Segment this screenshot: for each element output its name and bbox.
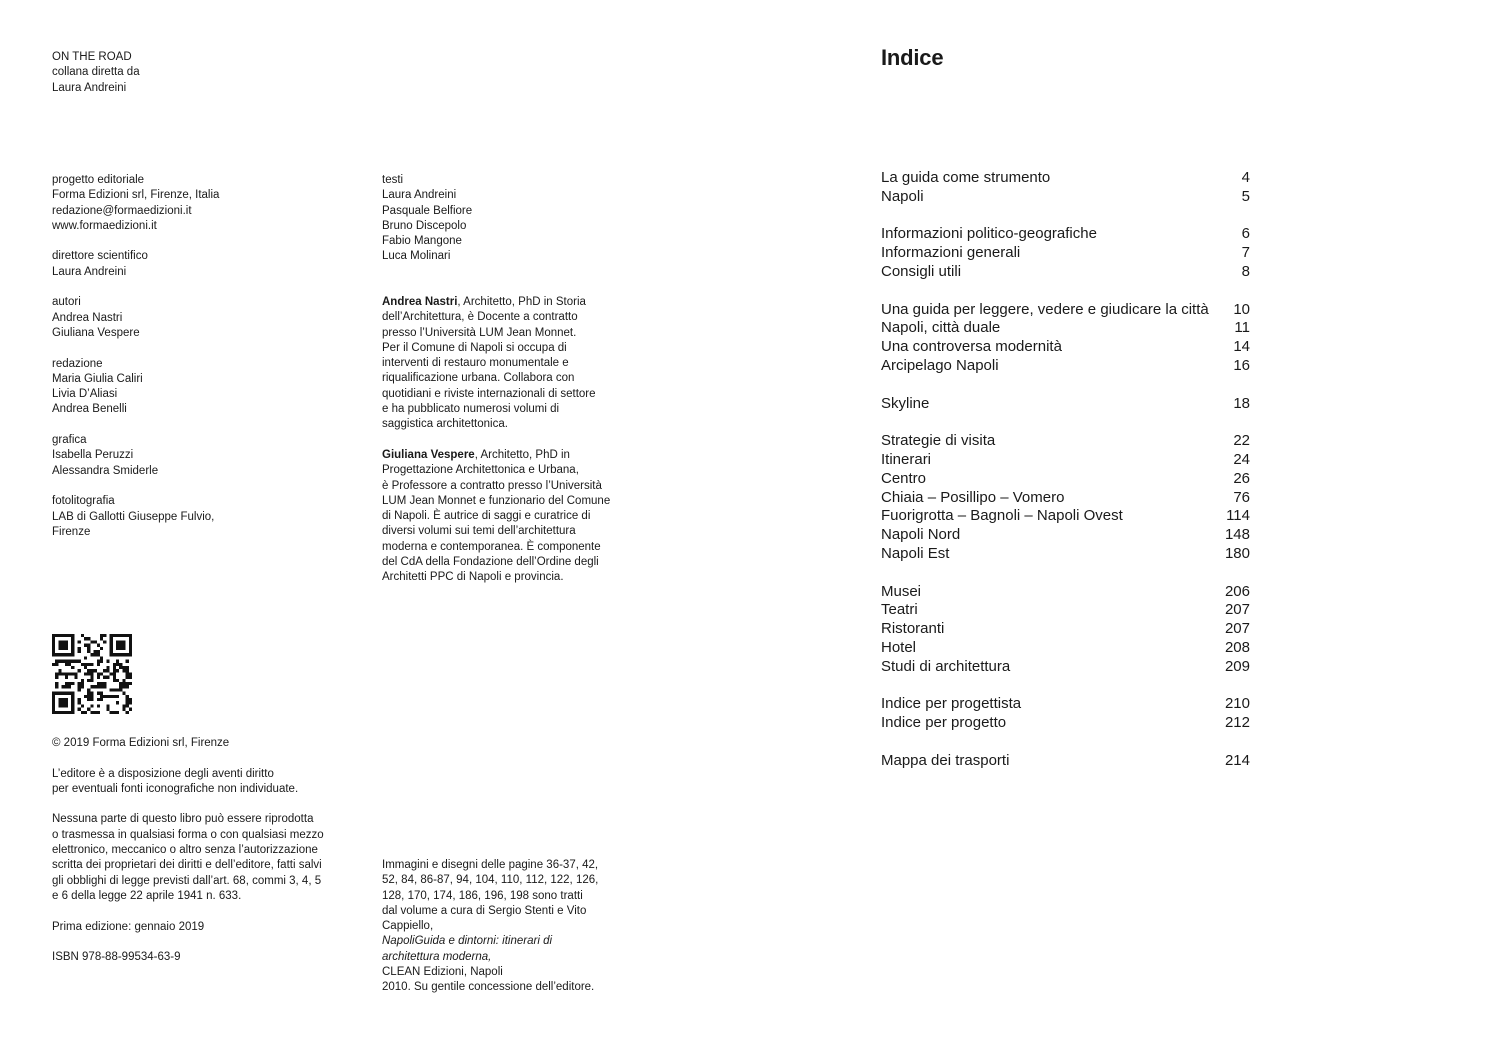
- series-director: Laura Andreini: [52, 81, 127, 94]
- images-credit-note: Immagini e disegni delle pagine 36-37, 42, 52, 84, 86-87, 94, 104, 110, 112, 122, 126, 128, 170, 174, 186, 196, 198 sono tratti dal volume a cura di Sergio Stenti e Vito Cappiello, NapoliGuida e dintorni: itinerari di architettura moderna, CLEAN Edizioni, Napoli 2010. Su gentile concessione dell’editore.: [382, 859, 599, 994]
- toc-entry-page: 214: [1224, 751, 1250, 769]
- credit-group: [52, 357, 219, 418]
- testi-column: [382, 173, 472, 265]
- author-bio: [382, 448, 622, 586]
- bio-line: del CdA della Fondazione dell’Ordine degli: [382, 556, 599, 569]
- toc-entry-label: Studi di architettura: [881, 657, 1011, 675]
- toc-entry-page: 209: [1224, 657, 1250, 675]
- toc-entry[interactable]: [881, 714, 1250, 733]
- toc-entry-label: Musei: [881, 582, 922, 600]
- toc-entry[interactable]: [881, 583, 1250, 602]
- credit-name: Forma Edizioni srl, Firenze, Italia: [52, 189, 220, 202]
- bio-line: moderna e contemporanea. È componente: [382, 540, 601, 553]
- credit-group: [52, 295, 219, 341]
- table-of-contents: [881, 169, 1250, 789]
- testi-name: Luca Molinari: [382, 250, 451, 263]
- edition-notice: Prima edizione: gennaio 2019: [52, 920, 205, 933]
- toc-entry-label: Una guida per leggere, vedere e giudicare la città: [881, 300, 1209, 318]
- toc-entry-label: Ristoranti: [881, 620, 945, 638]
- toc-entry-page: 10: [1233, 300, 1250, 318]
- toc-entry-page: 76: [1233, 488, 1250, 506]
- toc-entry[interactable]: [881, 695, 1250, 714]
- bio-line: Progettazione Architettonica e Urbana,: [382, 464, 579, 477]
- bio-line: interventi di restauro monumentale e: [382, 357, 569, 370]
- toc-entry-label: Indice per progettista: [881, 695, 1022, 713]
- credit-role: direttore scientifico: [52, 250, 148, 263]
- toc-group: [881, 225, 1250, 281]
- toc-group: [881, 169, 1250, 207]
- credit-name: Livia D’Aliasi: [52, 388, 118, 401]
- toc-entry[interactable]: [881, 601, 1250, 620]
- toc-entry-label: Mappa dei trasporti: [881, 751, 1010, 769]
- bio-line: , Architetto, PhD in Storia: [457, 296, 586, 308]
- toc-entry[interactable]: [881, 545, 1250, 564]
- toc-entry[interactable]: [881, 507, 1250, 526]
- toc-entry[interactable]: [881, 301, 1250, 320]
- credit-name: Andrea Nastri: [52, 311, 123, 324]
- toc-entry-page: 180: [1224, 544, 1250, 562]
- toc-entry-page: 212: [1224, 714, 1250, 732]
- toc-entry-page: 210: [1224, 695, 1250, 713]
- legal-notes: [52, 736, 324, 981]
- toc-entry[interactable]: [881, 225, 1250, 244]
- toc-entry-label: Teatri: [881, 601, 918, 619]
- toc-entry-page: 207: [1224, 620, 1250, 638]
- bio-line: è Professore a contratto presso l’Università: [382, 479, 602, 492]
- toc-entry[interactable]: [881, 263, 1250, 282]
- toc-entry[interactable]: [881, 639, 1250, 658]
- qr-code-graphic: [52, 634, 132, 714]
- toc-entry-label: Itinerari: [881, 450, 932, 468]
- credit-role: fotolitografia: [52, 495, 115, 508]
- toc-group: [881, 395, 1250, 414]
- toc-entry-page: 22: [1233, 432, 1250, 450]
- bio-line: Per il Comune di Napoli si occupa di: [382, 341, 567, 354]
- credit-name: Maria Giulia Caliri: [52, 372, 143, 385]
- toc-entry-page: 207: [1224, 601, 1250, 619]
- bio-line: e ha pubblicato numerosi volumi di: [382, 403, 560, 416]
- toc-entry-page: 5: [1241, 187, 1250, 205]
- toc-entry-label: Consigli utili: [881, 262, 962, 280]
- toc-entry-page: 18: [1233, 394, 1250, 412]
- credit-email: redazione@formaedizioni.it: [52, 204, 192, 217]
- source-book-title: NapoliGuida e dintorni: itinerari di: [382, 935, 553, 948]
- author-bio: [382, 295, 622, 433]
- toc-entry-page: 11: [1234, 319, 1250, 337]
- credit-website: www.formaedizioni.it: [52, 219, 157, 232]
- toc-entry-page: 4: [1241, 169, 1250, 186]
- testi-name: Pasquale Belfiore: [382, 204, 473, 217]
- toc-entry[interactable]: [881, 432, 1250, 451]
- toc-entry-page: 24: [1233, 450, 1250, 468]
- toc-entry[interactable]: [881, 169, 1250, 188]
- toc-entry[interactable]: [881, 658, 1250, 677]
- toc-entry-label: Strategie di visita: [881, 432, 996, 450]
- toc-entry[interactable]: [881, 526, 1250, 545]
- toc-entry[interactable]: [881, 470, 1250, 489]
- toc-entry-label: Una controversa modernità: [881, 338, 1062, 356]
- toc-entry[interactable]: [881, 357, 1250, 376]
- toc-group: [881, 432, 1250, 564]
- toc-group: [881, 695, 1250, 733]
- rights-notice: L’editore è a disposizione degli aventi diritto per eventuali fonti iconografiche non individuate.: [52, 767, 299, 795]
- credit-role: autori: [52, 296, 81, 309]
- testi-name: Fabio Mangone: [382, 235, 462, 248]
- toc-entry-label: Arcipelago Napoli: [881, 356, 999, 374]
- isbn: ISBN 978-88-99534-63-9: [52, 951, 181, 964]
- bio-line: quotidiani e riviste internazionali di settore: [382, 387, 596, 400]
- toc-entry-label: Centro: [881, 469, 927, 487]
- toc-entry-label: Napoli Est: [881, 544, 950, 562]
- toc-group: [881, 752, 1250, 771]
- toc-entry-page: 14: [1233, 338, 1250, 356]
- toc-entry-page: 208: [1224, 638, 1250, 656]
- credit-name: Andrea Benelli: [52, 403, 127, 416]
- credit-name: LAB di Gallotti Giuseppe Fulvio,: [52, 510, 215, 523]
- toc-entry-page: 7: [1241, 244, 1250, 262]
- toc-entry[interactable]: [881, 752, 1250, 771]
- credit-name: Firenze: [52, 525, 91, 538]
- toc-entry[interactable]: [881, 620, 1250, 639]
- toc-entry[interactable]: [881, 489, 1250, 508]
- credit-group: [52, 249, 219, 280]
- toc-entry-label: Chiaia – Posillipo – Vomero: [881, 488, 1065, 506]
- toc-entry[interactable]: [881, 451, 1250, 470]
- bio-line: Architetti PPC di Napoli e provincia.: [382, 571, 564, 584]
- bio-line: riqualificazione urbana. Collabora con: [382, 372, 575, 385]
- index-title: Indice: [881, 45, 944, 70]
- qr-code-icon[interactable]: [52, 634, 132, 714]
- credit-role: progetto editoriale: [52, 174, 145, 186]
- bio-line: saggistica architettonica.: [382, 418, 508, 431]
- series-info: [52, 50, 140, 96]
- toc-entry[interactable]: [881, 319, 1250, 338]
- credit-name: Isabella Peruzzi: [52, 449, 134, 462]
- toc-group: [881, 583, 1250, 677]
- copyright-notice: © 2019 Forma Edizioni srl, Firenze: [52, 737, 230, 749]
- toc-entry-page: 148: [1224, 526, 1250, 544]
- toc-entry-label: Skyline: [881, 394, 930, 412]
- toc-entry-page: 114: [1226, 507, 1250, 525]
- reproduction-notice: Nessuna parte di questo libro può essere riprodotta o trasmessa in qualsiasi forma o con qualsiasi mezzo elettronico, meccanico o altro senza l’autorizzazione scritta dei proprietari dei diritti e dell’editore, fatti salvi gli obblighi di legge previsti dall’art. 68, commi 3, 4, 5 e 6 della legge 22 aprile 1941 n. 633.: [52, 813, 324, 902]
- credit-name: Alessandra Smiderle: [52, 464, 159, 477]
- bio-line: presso l’Università LUM Jean Monnet.: [382, 326, 577, 339]
- testi-name: Laura Andreini: [382, 189, 457, 202]
- testi-name: Bruno Discepolo: [382, 219, 467, 232]
- toc-entry-page: 206: [1224, 582, 1250, 600]
- credit-group: [52, 494, 219, 540]
- author-name: Andrea Nastri: [382, 296, 458, 308]
- bio-line: dell’Architettura, è Docente a contratto: [382, 311, 578, 324]
- credit-role: grafica: [52, 434, 87, 447]
- toc-entry[interactable]: [881, 338, 1250, 357]
- credit-group: [52, 173, 219, 234]
- toc-group: [881, 301, 1250, 376]
- toc-entry-label: Informazioni generali: [881, 244, 1021, 262]
- bio-line: LUM Jean Monnet e funzionario del Comune: [382, 494, 611, 507]
- author-bios: [382, 295, 622, 601]
- toc-entry-page: 26: [1233, 469, 1250, 487]
- author-name: Giuliana Vespere: [382, 448, 475, 461]
- credit-name: Laura Andreini: [52, 265, 127, 278]
- credit-role: redazione: [52, 357, 103, 370]
- bio-line: , Architetto, PhD in: [474, 448, 570, 461]
- toc-entry-label: Informazioni politico-geografiche: [881, 225, 1097, 243]
- toc-entry-page: 8: [1241, 262, 1250, 280]
- bio-line: diversi volumi sui temi dell’architettura: [382, 525, 576, 538]
- toc-entry-label: Napoli, città duale: [881, 319, 1001, 337]
- toc-entry-label: Hotel: [881, 638, 917, 656]
- toc-entry[interactable]: [881, 244, 1250, 263]
- bio-line: di Napoli. È autrice di saggi e curatrice di: [382, 510, 591, 523]
- toc-entry-label: Napoli: [881, 187, 924, 205]
- toc-entry-page: 6: [1241, 225, 1250, 243]
- series-title: ON THE ROAD: [52, 51, 132, 63]
- toc-entry-label: Fuorigrotta – Bagnoli – Napoli Ovest: [881, 507, 1123, 525]
- toc-entry-label: La guida come strumento: [881, 169, 1051, 186]
- series-subtitle: collana diretta da: [52, 66, 140, 79]
- toc-entry-label: Napoli Nord: [881, 526, 961, 544]
- toc-entry[interactable]: [881, 395, 1250, 414]
- toc-entry-label: Indice per progetto: [881, 714, 1007, 732]
- source-book-title: architettura moderna,: [382, 950, 492, 963]
- toc-entry-page: 16: [1233, 356, 1250, 374]
- testi-role: testi: [382, 174, 404, 186]
- credits-column: [52, 173, 219, 540]
- toc-entry[interactable]: [881, 188, 1250, 207]
- credit-group: [52, 433, 219, 479]
- credit-name: Giuliana Vespere: [52, 326, 140, 339]
